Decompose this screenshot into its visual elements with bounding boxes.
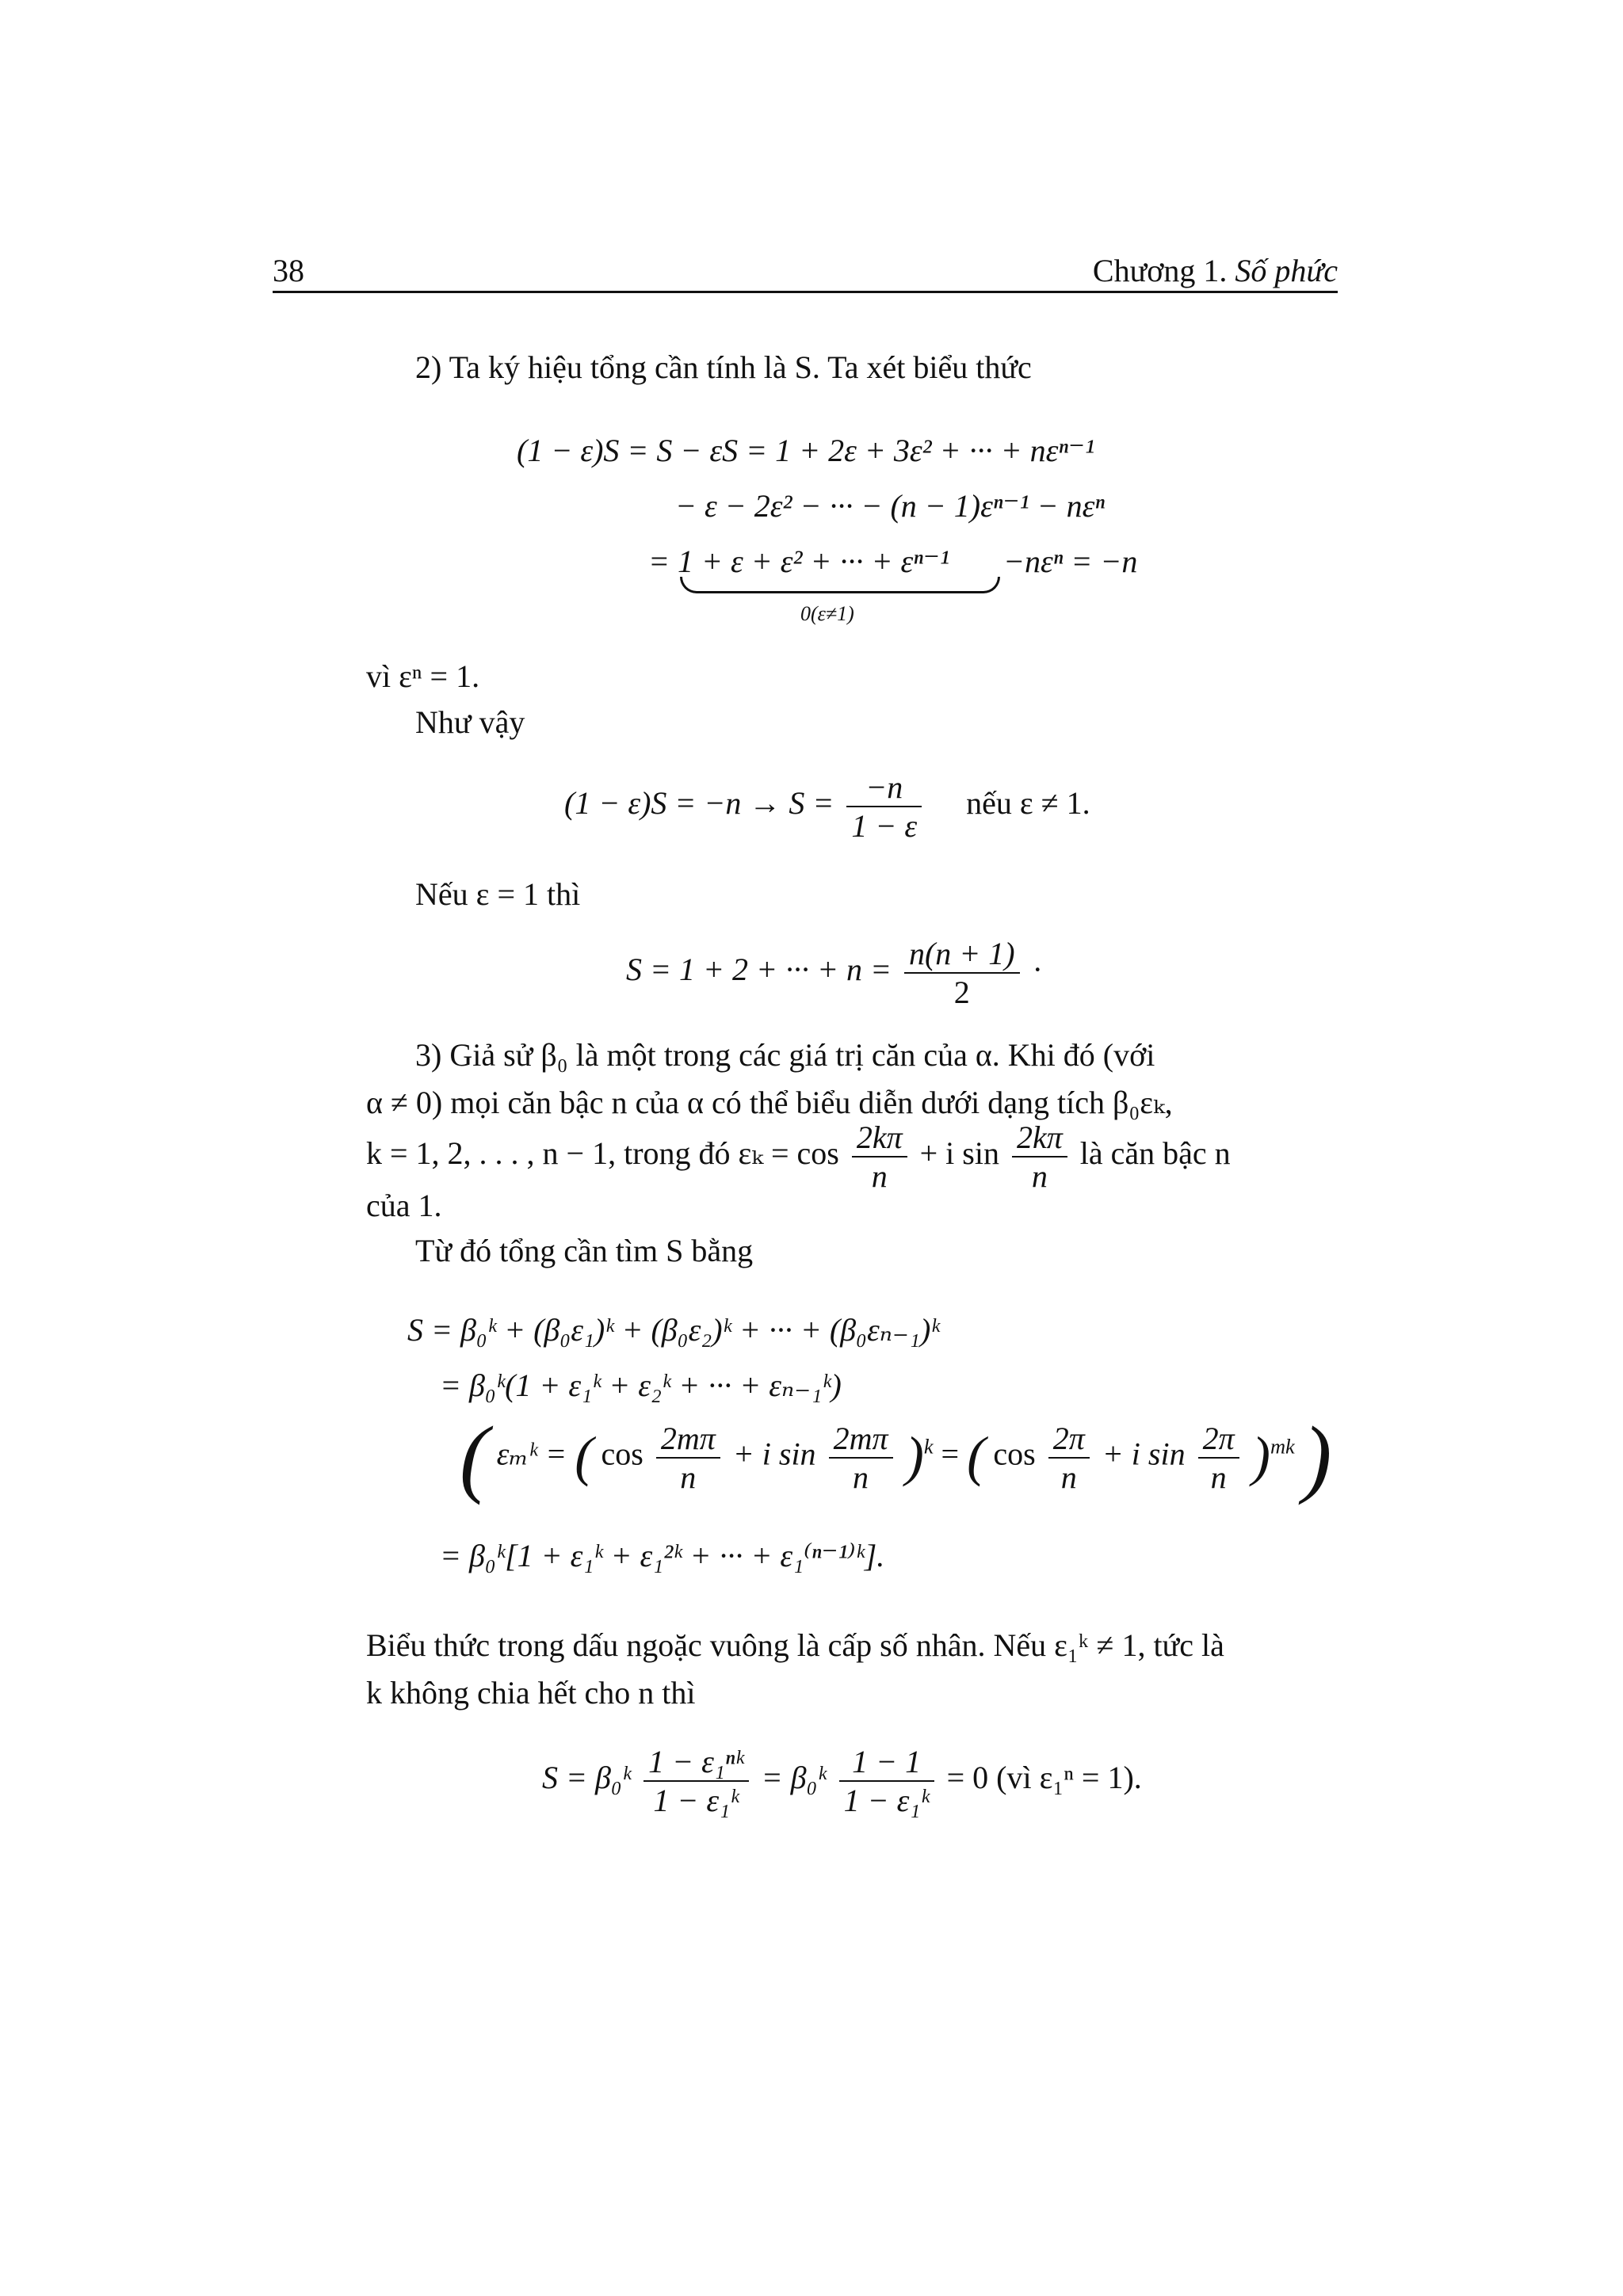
- eq4-cos-1: cos: [601, 1436, 643, 1472]
- paren-left-1: (: [575, 1426, 594, 1488]
- paragraph-5-line-1: 3) Giả sử β₀ là một trong các giá trị căn của α. Khi đó (với: [415, 1037, 1155, 1073]
- p5-f2-numerator: 2kπ: [1012, 1119, 1067, 1158]
- eq5-f1-numerator: 1 − ε₁ⁿᵏ: [643, 1743, 749, 1782]
- eq4-f2-numerator: 2mπ: [829, 1420, 893, 1459]
- paren-right-1: ): [905, 1426, 924, 1488]
- equation-4-line-3: [460, 1409, 1332, 1505]
- equation-4-line-1: S = β₀ᵏ + (β₀ε₁)ᵏ + (β₀ε₂)ᵏ + ··· + (β₀εₙ₋₁)ᵏ: [407, 1312, 940, 1348]
- page-number: 38: [273, 253, 304, 288]
- underbrace-label: 0(ε≠1): [800, 602, 854, 625]
- eq5-mid: = β₀ᵏ: [761, 1760, 827, 1796]
- equation-1-line-1: (1 − ε)S = S − εS = 1 + 2ε + 3ε² + ··· + nεⁿ⁻¹: [517, 433, 1095, 468]
- p5-f2-denominator: n: [1031, 1158, 1048, 1194]
- outer-paren-right: ): [1302, 1409, 1332, 1505]
- eq4-f1-denominator: n: [680, 1459, 697, 1495]
- chapter-heading: [1093, 252, 1338, 289]
- eq4-equals: =: [941, 1436, 960, 1472]
- eq4-f1-numerator: 2mπ: [656, 1420, 720, 1459]
- paragraph-5-line-4: của 1.: [366, 1188, 442, 1223]
- p5-fraction-2: [1012, 1119, 1067, 1195]
- eq5-fraction-2: [839, 1743, 934, 1819]
- paragraph-4: Nếu ε = 1 thì: [415, 876, 581, 912]
- eq3-fraction: [904, 935, 1020, 1011]
- eq5-end: = 0 (vì ε₁ⁿ = 1).: [946, 1760, 1142, 1796]
- eq2-left: (1 − ε)S = −n → S =: [564, 785, 834, 822]
- paragraph-1: 2) Ta ký hiệu tổng cần tính là S. Ta xét biểu thức: [415, 349, 1032, 385]
- paragraph-3: Như vậy: [415, 704, 525, 740]
- paragraph-5-line-2: α ≠ 0) mọi căn bậc n của α có thể biểu diễn dưới dạng tích β₀εₖ,: [366, 1085, 1173, 1120]
- equation-5: [542, 1743, 1142, 1819]
- eq4-f2-denominator: n: [853, 1459, 869, 1495]
- eq5-f2-denominator: 1 − ε₁ᵏ: [843, 1783, 930, 1818]
- p5-l3-b: + i sin: [919, 1135, 999, 1172]
- underbrace: [680, 577, 1000, 593]
- paren-left-2: (: [967, 1426, 986, 1488]
- chapter-label: Chương 1.: [1092, 253, 1228, 288]
- eq2-denominator: 1 − ε: [851, 808, 918, 844]
- eq3-denominator: 2: [953, 974, 970, 1010]
- p5-f1-denominator: n: [871, 1158, 888, 1194]
- eq4-f3-numerator: 2π: [1048, 1420, 1090, 1459]
- eq2-numerator: −n: [846, 769, 922, 807]
- eq5-fraction-1: [643, 1743, 749, 1819]
- eq4-fraction-4: [1198, 1420, 1239, 1496]
- running-header: [273, 252, 1338, 296]
- eq4-cos-2: cos: [993, 1436, 1036, 1472]
- eq4-exponent-k: k: [923, 1434, 934, 1459]
- paragraph-7-line-1: Biểu thức trong dấu ngoặc vuông là cấp số nhân. Nếu ε₁ᵏ ≠ 1, tức là: [366, 1627, 1224, 1663]
- eq5-f1-denominator: 1 − ε₁ᵏ: [653, 1783, 739, 1818]
- eq2-condition: nếu ε ≠ 1.: [966, 785, 1090, 822]
- eq4-f4-denominator: n: [1210, 1459, 1227, 1495]
- paren-right-2: ): [1251, 1426, 1270, 1488]
- eq5-left: S = β₀ᵏ: [542, 1760, 632, 1796]
- paragraph-2: vì εⁿ = 1.: [366, 658, 480, 694]
- eq5-f2-numerator: 1 − 1: [839, 1743, 934, 1782]
- eq3-left: S = 1 + 2 + ··· + n =: [626, 952, 892, 988]
- paragraph-7-line-2: k không chia hết cho n thì: [366, 1675, 696, 1711]
- eq3-numerator: n(n + 1): [904, 935, 1020, 974]
- paragraph-6: Từ đó tổng cần tìm S bằng: [415, 1233, 754, 1268]
- equation-3: [626, 935, 1043, 1011]
- eq4-l3-a: εₘᵏ =: [496, 1436, 567, 1472]
- p5-l3-a: k = 1, 2, . . . , n − 1, trong đó εₖ = cos: [366, 1135, 839, 1172]
- eq4-f4-numerator: 2π: [1198, 1420, 1239, 1459]
- equation-1-line-2: − ε − 2ε² − ··· − (n − 1)εⁿ⁻¹ − nεⁿ: [675, 488, 1105, 524]
- outer-paren-left: (: [460, 1409, 489, 1505]
- eq4-isin-2: + i sin: [1102, 1436, 1186, 1472]
- p5-fraction-1: [852, 1119, 907, 1195]
- paragraph-5-line-3: [366, 1119, 1231, 1195]
- p5-l3-c: là căn bậc n: [1079, 1135, 1231, 1172]
- eq4-f3-denominator: n: [1060, 1459, 1077, 1495]
- eq4-fraction-3: [1048, 1420, 1090, 1496]
- equation-4-line-4: = β₀ᵏ[1 + ε₁ᵏ + ε₁²ᵏ + ··· + ε₁⁽ⁿ⁻¹⁾ᵏ].: [440, 1538, 885, 1573]
- eq3-end: ·: [1032, 952, 1043, 988]
- equation-1-line-3a: = 1 + ε + ε² + ··· + εⁿ⁻¹: [648, 543, 949, 579]
- p5-f1-numerator: 2kπ: [852, 1119, 907, 1158]
- eq4-fraction-2: [829, 1420, 893, 1496]
- eq4-exponent-mk: mk: [1270, 1434, 1295, 1459]
- equation-1-line-3b: −nεⁿ = −n: [1003, 543, 1138, 579]
- eq4-isin-1: + i sin: [732, 1436, 816, 1472]
- equation-4-line-2: = β₀ᵏ(1 + ε₁ᵏ + ε₂ᵏ + ··· + εₙ₋₁ᵏ): [440, 1367, 842, 1403]
- eq4-fraction-1: [656, 1420, 720, 1496]
- chapter-title: Số phức: [1235, 253, 1338, 288]
- equation-2: [564, 769, 1090, 845]
- header-rule: [273, 291, 1338, 293]
- eq2-fraction: [846, 769, 922, 845]
